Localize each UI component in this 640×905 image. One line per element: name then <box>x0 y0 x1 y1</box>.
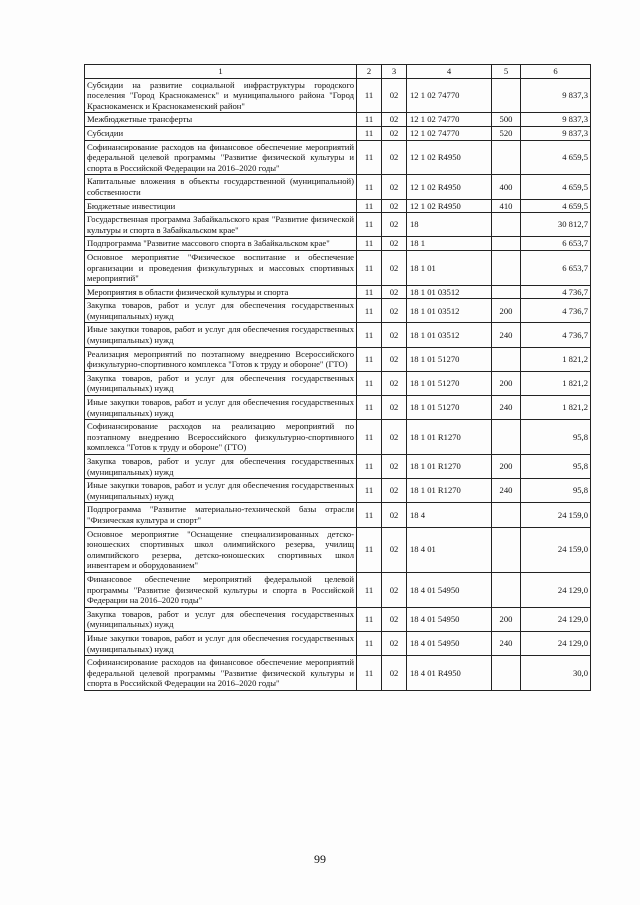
section-code-cell: 11 <box>357 479 382 503</box>
table-row <box>85 199 591 213</box>
expense-type-cell: 200 <box>492 299 521 323</box>
column-header: 3 <box>382 65 407 79</box>
amount-cell: 9 837,3 <box>521 78 591 113</box>
subsection-code-cell: 02 <box>382 299 407 323</box>
amount-cell: 6 653,7 <box>521 250 591 285</box>
expense-type-cell: 240 <box>492 631 521 655</box>
amount-cell: 4 659,5 <box>521 175 591 199</box>
table-row <box>85 479 591 503</box>
expense-type-cell <box>492 285 521 299</box>
expense-type-cell: 200 <box>492 455 521 479</box>
column-header: 6 <box>521 65 591 79</box>
section-code-cell: 11 <box>357 323 382 347</box>
budget-table <box>84 64 591 691</box>
table-row <box>85 285 591 299</box>
amount-cell: 9 837,3 <box>521 113 591 127</box>
item-name-cell: Субсидии <box>85 126 357 140</box>
table-row <box>85 371 591 395</box>
target-article-cell: 18 1 01 03512 <box>407 285 492 299</box>
expense-type-cell: 240 <box>492 323 521 347</box>
subsection-code-cell: 02 <box>382 126 407 140</box>
amount-cell: 6 653,7 <box>521 237 591 251</box>
expense-type-cell <box>492 140 521 175</box>
table-row <box>85 126 591 140</box>
section-code-cell: 11 <box>357 347 382 371</box>
table-row <box>85 323 591 347</box>
expense-type-cell <box>492 656 521 691</box>
table-row <box>85 140 591 175</box>
expense-type-cell: 200 <box>492 607 521 631</box>
item-name-cell: Софинансирование расходов на финансовое обеспечение мероприятий федеральной целевой программы "Развитие физической культуры и спорта в Российской Федерации на 2016–2020 годы" <box>85 140 357 175</box>
expense-type-cell: 400 <box>492 175 521 199</box>
target-article-cell: 18 1 01 R1270 <box>407 420 492 455</box>
subsection-code-cell: 02 <box>382 455 407 479</box>
expense-type-cell <box>492 572 521 607</box>
item-name-cell: Софинансирование расходов на финансовое обеспечение мероприятий федеральной целевой программы "Развитие физической культуры и спорта в Российской Федерации на 2016–2020 годы" <box>85 656 357 691</box>
table-row <box>85 213 591 237</box>
expense-type-cell: 240 <box>492 396 521 420</box>
subsection-code-cell: 02 <box>382 607 407 631</box>
expense-type-cell <box>492 213 521 237</box>
amount-cell: 4 659,5 <box>521 199 591 213</box>
section-code-cell: 11 <box>357 455 382 479</box>
table-row <box>85 503 591 527</box>
amount-cell: 4 659,5 <box>521 140 591 175</box>
column-header: 4 <box>407 65 492 79</box>
expense-type-cell <box>492 503 521 527</box>
target-article-cell: 12 1 02 R4950 <box>407 199 492 213</box>
section-code-cell: 11 <box>357 213 382 237</box>
expense-type-cell <box>492 420 521 455</box>
item-name-cell: Софинансирование расходов на реализацию мероприятий по поэтапному внедрению Всероссийского физкультурно-спортивного комплекса "Готов к труду и обороне" (ГТО) <box>85 420 357 455</box>
item-name-cell: Государственная программа Забайкальского края "Развитие физической культуры и спорта в Забайкальском крае" <box>85 213 357 237</box>
column-header: 2 <box>357 65 382 79</box>
item-name-cell: Межбюджетные трансферты <box>85 113 357 127</box>
target-article-cell: 18 1 <box>407 237 492 251</box>
page-number: 99 <box>314 852 326 866</box>
expense-type-cell: 200 <box>492 371 521 395</box>
item-name-cell: Подпрограмма "Развитие массового спорта в Забайкальском крае" <box>85 237 357 251</box>
expense-type-cell <box>492 347 521 371</box>
target-article-cell: 18 4 01 54950 <box>407 631 492 655</box>
item-name-cell: Иные закупки товаров, работ и услуг для обеспечения государственных (муниципальных) нужд <box>85 323 357 347</box>
item-name-cell: Основное мероприятие "Физическое воспитание и обеспечение организации и проведения физкультурных и массовых спортивных мероприятий" <box>85 250 357 285</box>
column-header: 1 <box>85 65 357 79</box>
table-row <box>85 175 591 199</box>
section-code-cell: 11 <box>357 503 382 527</box>
expense-type-cell: 410 <box>492 199 521 213</box>
amount-cell: 24 159,0 <box>521 503 591 527</box>
table-row <box>85 113 591 127</box>
subsection-code-cell: 02 <box>382 479 407 503</box>
subsection-code-cell: 02 <box>382 347 407 371</box>
target-article-cell: 12 1 02 74770 <box>407 78 492 113</box>
section-code-cell: 11 <box>357 113 382 127</box>
section-code-cell: 11 <box>357 607 382 631</box>
section-code-cell: 11 <box>357 175 382 199</box>
target-article-cell: 18 4 01 54950 <box>407 572 492 607</box>
item-name-cell: Закупка товаров, работ и услуг для обеспечения государственных (муниципальных) нужд <box>85 371 357 395</box>
section-code-cell: 11 <box>357 126 382 140</box>
target-article-cell: 12 1 02 74770 <box>407 126 492 140</box>
section-code-cell: 11 <box>357 299 382 323</box>
table-row <box>85 527 591 572</box>
section-code-cell: 11 <box>357 371 382 395</box>
amount-cell: 4 736,7 <box>521 285 591 299</box>
target-article-cell: 18 <box>407 213 492 237</box>
expense-type-cell <box>492 250 521 285</box>
table-header-row <box>85 65 591 79</box>
subsection-code-cell: 02 <box>382 656 407 691</box>
subsection-code-cell: 02 <box>382 140 407 175</box>
target-article-cell: 18 1 01 51270 <box>407 396 492 420</box>
target-article-cell: 12 1 02 R4950 <box>407 140 492 175</box>
section-code-cell: 11 <box>357 140 382 175</box>
section-code-cell: 11 <box>357 78 382 113</box>
table-row <box>85 420 591 455</box>
expense-type-cell <box>492 527 521 572</box>
item-name-cell: Капитальные вложения в объекты государственной (муниципальной) собственности <box>85 175 357 199</box>
subsection-code-cell: 02 <box>382 78 407 113</box>
subsection-code-cell: 02 <box>382 250 407 285</box>
item-name-cell: Закупка товаров, работ и услуг для обеспечения государственных (муниципальных) нужд <box>85 607 357 631</box>
expense-type-cell: 520 <box>492 126 521 140</box>
amount-cell: 24 159,0 <box>521 527 591 572</box>
amount-cell: 1 821,2 <box>521 396 591 420</box>
table-row <box>85 347 591 371</box>
subsection-code-cell: 02 <box>382 237 407 251</box>
item-name-cell: Закупка товаров, работ и услуг для обеспечения государственных (муниципальных) нужд <box>85 455 357 479</box>
column-header: 5 <box>492 65 521 79</box>
item-name-cell: Бюджетные инвестиции <box>85 199 357 213</box>
expense-type-cell <box>492 78 521 113</box>
item-name-cell: Мероприятия в области физической культуры и спорта <box>85 285 357 299</box>
target-article-cell: 18 1 01 51270 <box>407 371 492 395</box>
section-code-cell: 11 <box>357 396 382 420</box>
section-code-cell: 11 <box>357 527 382 572</box>
subsection-code-cell: 02 <box>382 175 407 199</box>
subsection-code-cell: 02 <box>382 285 407 299</box>
table-row <box>85 396 591 420</box>
item-name-cell: Подпрограмма "Развитие материально-технической базы отрасли "Физическая культура и спорт" <box>85 503 357 527</box>
target-article-cell: 18 4 01 R4950 <box>407 656 492 691</box>
target-article-cell: 18 4 01 54950 <box>407 607 492 631</box>
target-article-cell: 18 1 01 R1270 <box>407 479 492 503</box>
amount-cell: 1 821,2 <box>521 371 591 395</box>
section-code-cell: 11 <box>357 631 382 655</box>
table-row <box>85 299 591 323</box>
item-name-cell: Субсидии на развитие социальной инфраструктуры городского поселения "Город Краснокаменск" и муниципального района "Город Краснокаменск и Краснокаменский район" <box>85 78 357 113</box>
table-row <box>85 455 591 479</box>
expense-type-cell <box>492 237 521 251</box>
amount-cell: 95,8 <box>521 479 591 503</box>
item-name-cell: Реализация мероприятий по поэтапному внедрению Всероссийского физкультурно-спортивного комплекса "Готов к труду и обороне" (ГТО) <box>85 347 357 371</box>
expense-type-cell: 240 <box>492 479 521 503</box>
table-row <box>85 656 591 691</box>
target-article-cell: 18 4 <box>407 503 492 527</box>
item-name-cell: Иные закупки товаров, работ и услуг для обеспечения государственных (муниципальных) нужд <box>85 396 357 420</box>
subsection-code-cell: 02 <box>382 199 407 213</box>
amount-cell: 95,8 <box>521 420 591 455</box>
subsection-code-cell: 02 <box>382 572 407 607</box>
target-article-cell: 18 1 01 03512 <box>407 299 492 323</box>
amount-cell: 30 812,7 <box>521 213 591 237</box>
subsection-code-cell: 02 <box>382 396 407 420</box>
item-name-cell: Иные закупки товаров, работ и услуг для обеспечения государственных (муниципальных) нужд <box>85 631 357 655</box>
table-row <box>85 631 591 655</box>
subsection-code-cell: 02 <box>382 420 407 455</box>
amount-cell: 30,0 <box>521 656 591 691</box>
section-code-cell: 11 <box>357 656 382 691</box>
subsection-code-cell: 02 <box>382 113 407 127</box>
subsection-code-cell: 02 <box>382 371 407 395</box>
target-article-cell: 18 1 01 R1270 <box>407 455 492 479</box>
subsection-code-cell: 02 <box>382 323 407 347</box>
amount-cell: 24 129,0 <box>521 607 591 631</box>
amount-cell: 24 129,0 <box>521 572 591 607</box>
table-row <box>85 607 591 631</box>
table-row <box>85 78 591 113</box>
section-code-cell: 11 <box>357 572 382 607</box>
subsection-code-cell: 02 <box>382 527 407 572</box>
target-article-cell: 18 1 01 <box>407 250 492 285</box>
amount-cell: 24 129,0 <box>521 631 591 655</box>
amount-cell: 9 837,3 <box>521 126 591 140</box>
amount-cell: 1 821,2 <box>521 347 591 371</box>
table-row <box>85 572 591 607</box>
table-row <box>85 237 591 251</box>
amount-cell: 4 736,7 <box>521 323 591 347</box>
item-name-cell: Основное мероприятие "Оснащение специализированных детско-юношеских спортивных школ олимпийского резерва, училищ олимпийского резерва, детско-юношеских спортивных школ инвентарем и оборудованием" <box>85 527 357 572</box>
section-code-cell: 11 <box>357 237 382 251</box>
section-code-cell: 11 <box>357 420 382 455</box>
item-name-cell: Финансовое обеспечение мероприятий федеральной целевой программы "Развитие физической культуры и спорта в Российской Федерации на 2016–2020 годы" <box>85 572 357 607</box>
target-article-cell: 12 1 02 R4950 <box>407 175 492 199</box>
amount-cell: 95,8 <box>521 455 591 479</box>
amount-cell: 4 736,7 <box>521 299 591 323</box>
target-article-cell: 18 4 01 <box>407 527 492 572</box>
section-code-cell: 11 <box>357 250 382 285</box>
target-article-cell: 12 1 02 74770 <box>407 113 492 127</box>
expense-type-cell: 500 <box>492 113 521 127</box>
subsection-code-cell: 02 <box>382 213 407 237</box>
target-article-cell: 18 1 01 03512 <box>407 323 492 347</box>
target-article-cell: 18 1 01 51270 <box>407 347 492 371</box>
subsection-code-cell: 02 <box>382 503 407 527</box>
section-code-cell: 11 <box>357 199 382 213</box>
item-name-cell: Закупка товаров, работ и услуг для обеспечения государственных (муниципальных) нужд <box>85 299 357 323</box>
table-row <box>85 250 591 285</box>
subsection-code-cell: 02 <box>382 631 407 655</box>
section-code-cell: 11 <box>357 285 382 299</box>
item-name-cell: Иные закупки товаров, работ и услуг для обеспечения государственных (муниципальных) нужд <box>85 479 357 503</box>
